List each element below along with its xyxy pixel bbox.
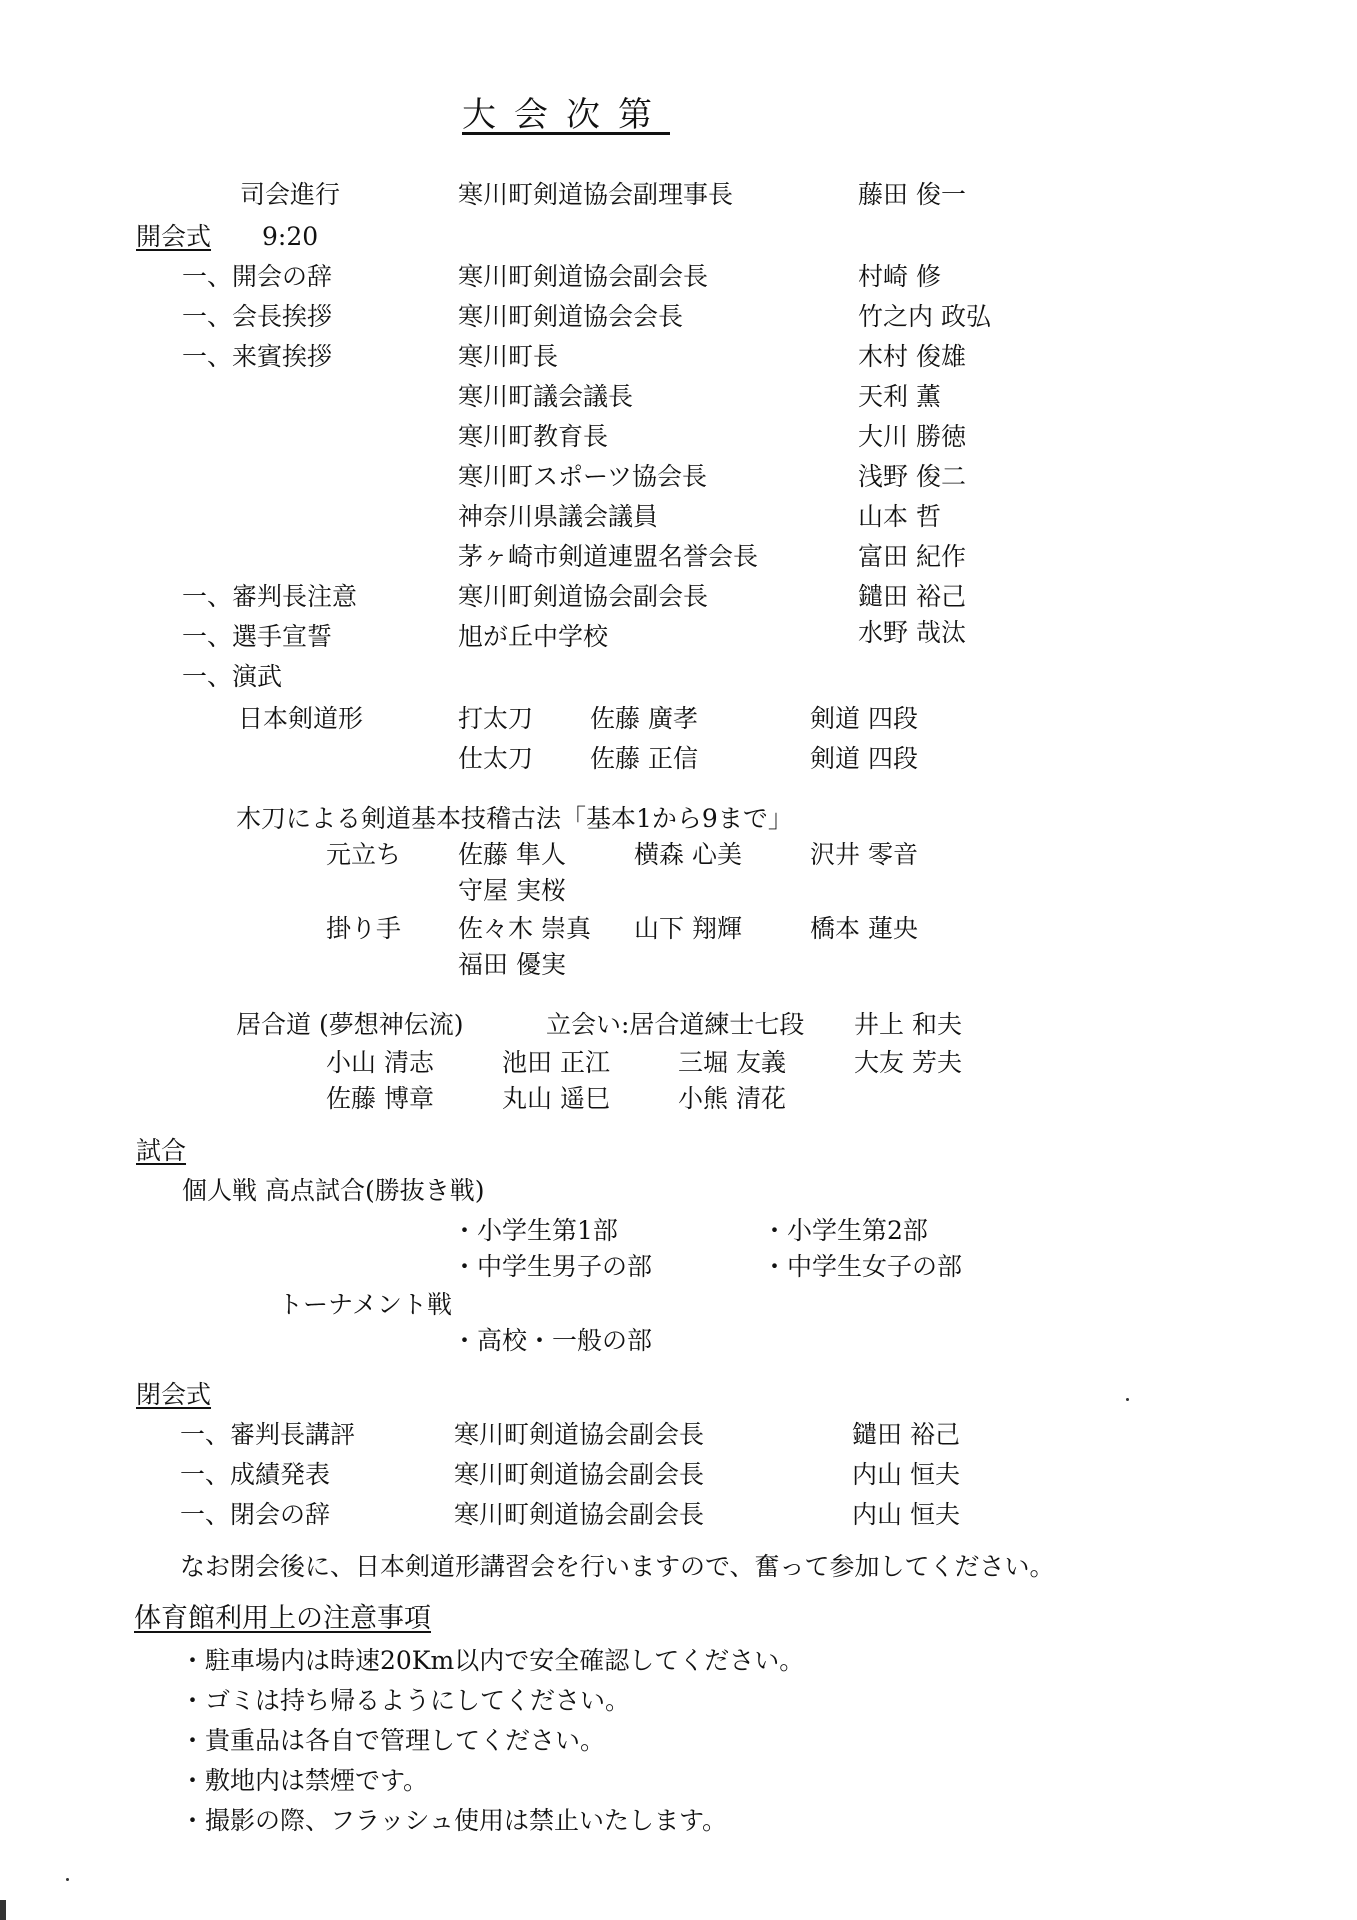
opening-heading: 開会式 — [136, 222, 212, 251]
opening-item-role: 寒川町剣道協会会長 — [458, 302, 684, 331]
opening-item-role: 茅ヶ崎市剣道連盟名誉会長 — [458, 542, 759, 571]
opening-item-name: 天利 薫 — [858, 382, 941, 411]
kakarite-member: 佐々木 崇真 — [458, 914, 591, 943]
motodachi-label: 元立ち — [326, 840, 402, 869]
opening-item-role: 寒川町剣道協会副会長 — [458, 262, 709, 291]
motodachi-member: 沢井 零音 — [810, 840, 918, 869]
closing-item-label: 一、閉会の辞 — [180, 1500, 331, 1529]
iaido-member: 池田 正江 — [502, 1048, 610, 1077]
opening-item-role: 寒川町議会議長 — [458, 382, 634, 411]
tournament-division: ・高校・一般の部 — [452, 1326, 653, 1355]
kata-name: 佐藤 廣孝 — [590, 704, 698, 733]
kakarite-member: 山下 翔輝 — [634, 914, 742, 943]
division-item: ・中学生男子の部 — [452, 1252, 653, 1281]
opening-item-name: 大川 勝徳 — [858, 422, 966, 451]
mc-label: 司会進行 — [240, 180, 341, 209]
kakarite-member: 福田 優実 — [458, 950, 566, 979]
opening-item-label: 一、選手宣誓 — [182, 622, 333, 651]
kakarite-label: 掛り手 — [326, 914, 402, 943]
document-title: 大会次第 — [462, 95, 670, 135]
opening-item-role: 寒川町剣道協会副会長 — [458, 582, 709, 611]
kata-name: 佐藤 正信 — [590, 744, 698, 773]
mc-name: 藤田 俊一 — [858, 180, 966, 209]
division-item: ・中学生女子の部 — [762, 1252, 963, 1281]
notes-heading: 体育館利用上の注意事項 — [134, 1603, 431, 1634]
notes-item: ・ゴミは持ち帰るようにしてください。 — [180, 1686, 631, 1715]
notes-item: ・撮影の際、フラッシュ使用は禁止いたします。 — [180, 1806, 728, 1835]
notes-item: ・駐車場内は時速20Km以内で安全確認してください。 — [180, 1646, 805, 1675]
opening-item-name: 水野 哉汰 — [858, 618, 966, 647]
individual-label: 個人戦 高点試合(勝抜き戦) — [182, 1176, 485, 1205]
closing-item-name: 内山 恒夫 — [852, 1460, 960, 1489]
closing-item-name: 鑓田 裕己 — [852, 1420, 960, 1449]
division-item: ・小学生第2部 — [762, 1216, 928, 1245]
mc-role: 寒川町剣道協会副理事長 — [458, 180, 734, 209]
scan-speck — [66, 1878, 69, 1881]
iaido-member: 丸山 遥巳 — [502, 1084, 610, 1113]
kakarite-member: 橋本 蓮央 — [810, 914, 918, 943]
motodachi-member: 佐藤 隼人 — [458, 840, 566, 869]
closing-item-role: 寒川町剣道協会副会長 — [454, 1460, 705, 1489]
opening-item-name: 竹之内 政弘 — [858, 302, 991, 331]
kata-rank: 剣道 四段 — [810, 744, 918, 773]
match-heading: 試合 — [136, 1136, 187, 1165]
opening-item-name: 木村 俊雄 — [858, 342, 966, 371]
opening-item-name: 鑓田 裕己 — [858, 582, 966, 611]
opening-item-role: 寒川町長 — [458, 342, 559, 371]
opening-item-role: 神奈川県議会議員 — [458, 502, 659, 531]
kata-rank: 剣道 四段 — [810, 704, 918, 733]
demo-label: 一、演武 — [182, 662, 283, 691]
notes-item: ・貴重品は各自で管理してください。 — [180, 1726, 606, 1755]
opening-item-role: 寒川町スポーツ協会長 — [458, 462, 708, 491]
kata-role: 仕太刀 — [458, 744, 534, 773]
iaido-member: 小山 清志 — [326, 1048, 434, 1077]
opening-time: 9:20 — [262, 222, 319, 251]
kata-label: 日本剣道形 — [238, 704, 364, 733]
iaido-member: 大友 芳夫 — [854, 1048, 962, 1077]
iaido-label: 居合道 (夢想神伝流) — [236, 1010, 464, 1039]
bokuto-label: 木刀による剣道基本技稽古法「基本1から9まで」 — [236, 804, 793, 833]
scan-edge-mark — [0, 1900, 6, 1920]
notes-item: ・敷地内は禁煙です。 — [180, 1766, 429, 1795]
division-item: ・小学生第1部 — [452, 1216, 618, 1245]
opening-item-name: 浅野 俊二 — [858, 462, 966, 491]
motodachi-member: 横森 心美 — [634, 840, 742, 869]
opening-item-name: 山本 哲 — [858, 502, 941, 531]
opening-item-label: 一、会長挨拶 — [182, 302, 333, 331]
iaido-witness: 立会い:居合道練士七段 — [546, 1010, 805, 1039]
motodachi-member: 守屋 実桜 — [458, 876, 566, 905]
closing-item-role: 寒川町剣道協会副会長 — [454, 1420, 705, 1449]
iaido-member: 佐藤 博章 — [326, 1084, 434, 1113]
iaido-member: 小熊 清花 — [678, 1084, 786, 1113]
opening-item-label: 一、来賓挨拶 — [182, 342, 333, 371]
opening-item-role: 寒川町教育長 — [458, 422, 609, 451]
opening-item-name: 富田 紀作 — [858, 542, 966, 571]
scan-speck — [1126, 1398, 1129, 1401]
kata-role: 打太刀 — [458, 704, 534, 733]
closing-item-label: 一、成績発表 — [180, 1460, 331, 1489]
opening-item-name: 村崎 修 — [858, 262, 941, 291]
closing-heading: 閉会式 — [136, 1380, 212, 1409]
tournament-label: トーナメント戦 — [278, 1290, 453, 1319]
closing-item-role: 寒川町剣道協会副会長 — [454, 1500, 705, 1529]
iaido-witness-name: 井上 和夫 — [854, 1010, 962, 1039]
closing-item-name: 内山 恒夫 — [852, 1500, 960, 1529]
closing-note: なお閉会後に、日本剣道形講習会を行いますので、奮って参加してください。 — [180, 1552, 1055, 1581]
opening-item-label: 一、開会の辞 — [182, 262, 333, 291]
opening-item-role: 旭が丘中学校 — [458, 622, 609, 651]
closing-item-label: 一、審判長講評 — [180, 1420, 356, 1449]
iaido-member: 三堀 友義 — [678, 1048, 786, 1077]
opening-item-label: 一、審判長注意 — [182, 582, 358, 611]
